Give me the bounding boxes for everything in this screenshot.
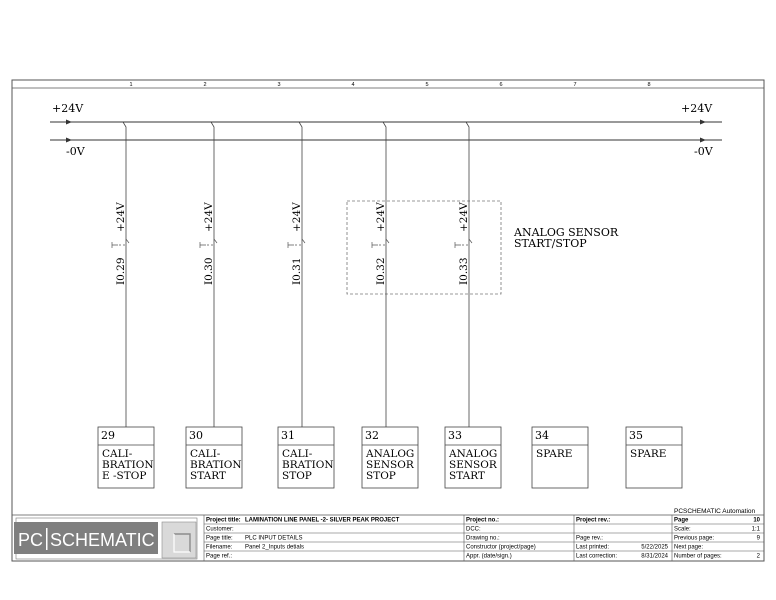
drawing-no-label: Drawing no.: [466,535,500,542]
filename-label: Filename: [206,544,233,551]
switch-actuator [112,242,125,248]
terminal-description-line: START [190,470,226,482]
rail-0v-label-left: -0V [66,145,85,158]
logo-text-schematic: SCHEMATIC [50,530,155,550]
column-numbers [129,82,650,88]
rail-0v-label-right: -0V [694,145,713,158]
branch-supply-label: +24V [458,202,470,232]
terminal-number: 35 [629,429,643,442]
page-label: Page [674,517,689,524]
appr-label: Appr. (date/sign.) [466,553,512,560]
column-number: 1 [129,82,133,88]
terminal-description-line: ANALOG [366,448,415,460]
terminal-number: 31 [281,429,295,442]
terminal-description-line: CALI- [190,448,221,460]
column-number: 4 [351,82,355,88]
next-page-label: Next page: [674,544,704,551]
branch-address-label: I0.32 [375,257,387,285]
pcschematic-logo [14,522,196,558]
project-title-value: LAMINATION LINE PANEL -2- SILVER PEAK PROJECT [245,517,400,524]
terminal-description-line: STOP [282,470,312,482]
input-branch [455,122,472,427]
page-title-label: Page title: [206,535,233,542]
customer-label: Customer: [206,526,234,533]
last-printed-value: 5/22/2025 [641,544,668,551]
column-number: 7 [573,82,577,88]
terminal-description-line: ANALOG [449,448,498,460]
last-correction-label: Last correction: [576,553,618,560]
terminal-box [626,427,682,488]
branch-address-label: I0.30 [203,257,215,285]
project-rev-label: Project rev.: [576,517,611,524]
input-branch [200,122,217,427]
constructor-label: Constructor (project/page) [466,544,536,551]
terminal-description-line: BRATION [102,459,154,471]
group-note-line-2: START/STOP [514,237,587,250]
branch-address-label: I0.29 [115,257,127,285]
sheet-frame [12,80,764,561]
switch-contact [302,239,305,243]
page-title-value: PLC INPUT DETAILS [245,535,303,542]
column-number: 3 [277,82,281,88]
terminal-box [98,427,154,488]
page-rev-label: Page rev.: [576,535,603,542]
rail-24v-label-left: +24V [52,102,84,115]
previous-page-value: 9 [756,535,760,542]
input-branch [372,122,389,427]
switch-contact [386,239,389,243]
number-of-pages-value: 2 [756,553,760,560]
company-name: PCSCHEMATIC Automation [674,508,756,515]
terminal-description-line: STOP [366,470,396,482]
terminal-number: 33 [448,429,462,442]
column-number: 8 [647,82,651,88]
terminal-description-line: BRATION [282,459,334,471]
terminal-box [278,427,334,488]
scale-label: Scale: [674,526,691,533]
switch-actuator [372,242,385,248]
switch-actuator [455,242,468,248]
branch-supply-label: +24V [291,202,303,232]
dcc-label: DCC: [466,526,481,533]
terminal-box [186,427,242,488]
previous-page-label: Previous page: [674,535,715,542]
terminal-description-line: SPARE [630,448,667,460]
terminal-number: 30 [189,429,203,442]
terminal-description-line: CALI- [282,448,313,460]
last-correction-value: 8/31/2024 [641,553,668,560]
input-branches [112,122,472,427]
column-number: 5 [425,82,429,88]
rail-24v-label-right: +24V [681,102,713,115]
page-ref-label: Page ref.: [206,553,233,560]
logo-text-pc: PC [18,530,44,550]
column-number: 6 [499,82,503,88]
terminal-description-line: SENSOR [366,459,414,471]
last-printed-label: Last printed: [576,544,610,551]
terminal-number: 29 [101,429,115,442]
branch-supply-label: +24V [375,202,387,232]
terminal-description-line: SENSOR [449,459,497,471]
terminal-description-line: BRATION [190,459,242,471]
analog-sensor-group-box [347,201,501,294]
switch-contact [126,239,129,243]
page-value: 10 [753,517,760,524]
switch-actuator [288,242,301,248]
terminal-description-line: START [449,470,485,482]
project-no-label: Project no.: [466,517,500,524]
branch-address-label: I0.33 [458,257,470,285]
number-of-pages-label: Number of pages: [674,553,722,560]
column-number: 2 [203,82,207,88]
terminal-boxes [98,427,682,488]
branch-supply-label: +24V [115,202,127,232]
input-branch [112,122,129,427]
group-note-line-1: ANALOG SENSOR [514,226,619,239]
terminal-number: 34 [535,429,549,442]
terminal-box [532,427,588,488]
branch-address-label: I0.31 [291,257,303,285]
switch-contact [214,239,217,243]
project-title-label: Project title: [206,517,241,524]
terminal-description-line: SPARE [536,448,573,460]
filename-value: Panel 2_Inputs detials [245,544,305,551]
terminal-box [362,427,418,488]
branch-supply-label: +24V [203,202,215,232]
terminal-description-line: E -STOP [102,470,147,482]
scale-value: 1:1 [751,526,760,533]
terminal-box [445,427,501,488]
terminal-number: 32 [365,429,379,442]
terminal-description-line: CALI- [102,448,133,460]
switch-actuator [200,242,213,248]
title-block [12,508,764,561]
power-rail-24v [50,120,722,125]
switch-contact [469,239,472,243]
input-branch [288,122,305,427]
